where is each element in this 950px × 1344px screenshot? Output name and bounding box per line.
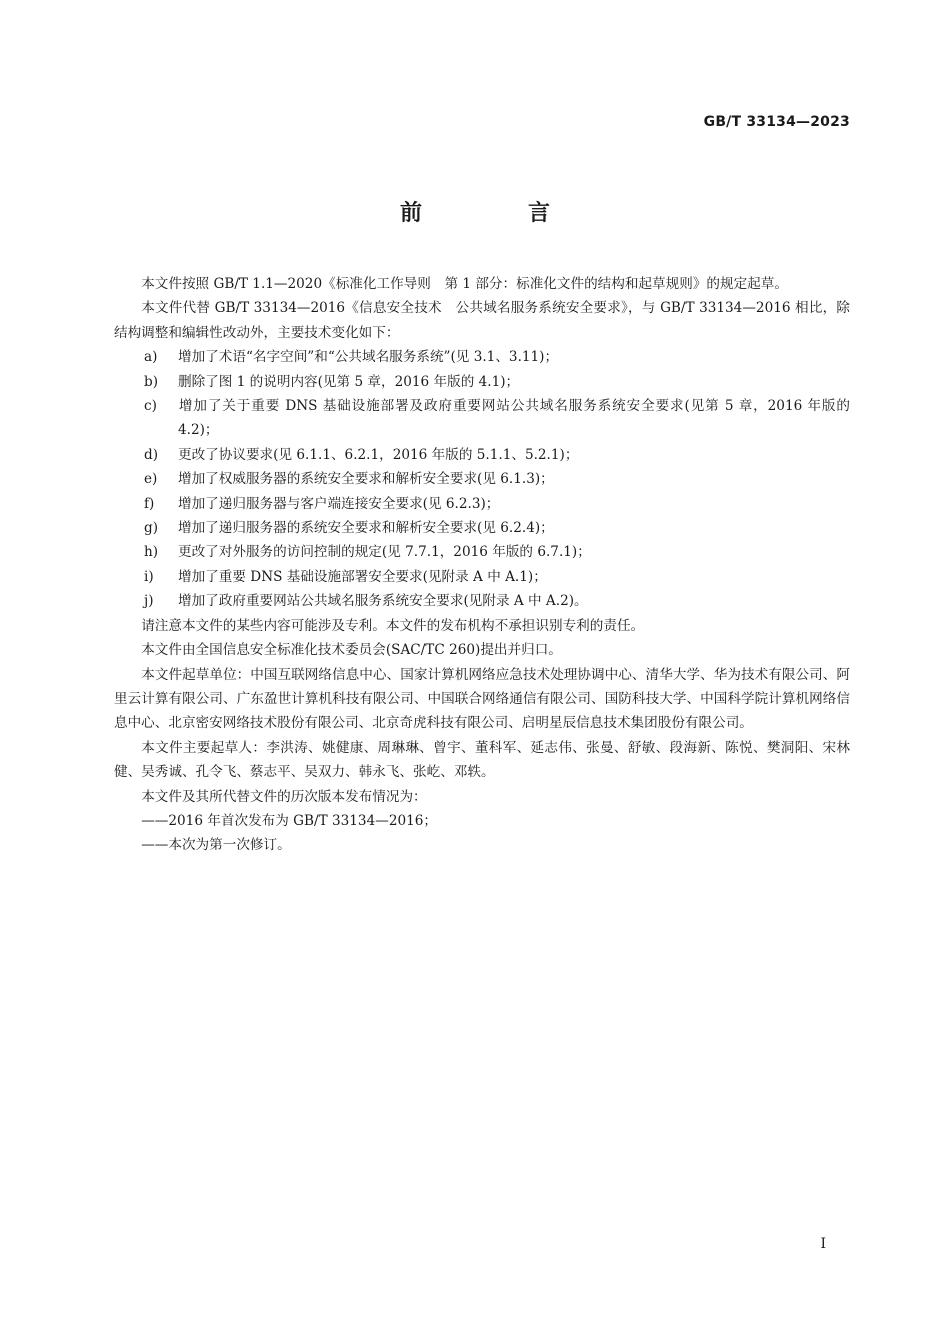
list-item [114,540,850,564]
list-text: 增加了递归服务器的系统安全要求和解析安全要求(见 6.2.4)； [178,520,554,537]
list-text: 删除了图 1 的说明内容(见第 5 章，2016 年版的 4.1)； [178,373,520,390]
list-text: 更改了对外服务的访问控制的规定(见 7.7.1，2016 年版的 6.7.1)； [178,544,591,561]
list-item [114,492,850,516]
list-marker: e) [144,471,158,488]
paragraph-proposer: 本文件由全国信息安全标准化技术委员会(SAC/TC 260)提出并归口。 [141,642,562,659]
list-marker: h) [144,544,159,561]
paragraph-drafters: 本文件主要起草人：李洪涛、姚健康、周琳琳、曾宇、董科军、延志伟、张曼、舒敏、段海新、陈悦、樊洞阳、宋林健、吴秀诚、孔令飞、蔡志平、吴双力、韩永飞、张屹、邓轶。 [114,739,850,781]
list-marker: g) [144,520,159,537]
paragraph-drafting-rules: 本文件按照 GB/T 1.1—2020《标准化工作导则 第 1 部分：标准化文件的结构和起草规则》的规定起草。 [141,276,788,292]
list-item [114,345,850,369]
list-marker: i) [144,568,154,585]
list-item [114,589,850,613]
page-number: Ⅰ [820,1236,826,1252]
list-item [114,516,850,540]
list-text: 增加了重要 DNS 基础设施部署安全要求(见附录 A 中 A.1)； [178,568,547,585]
list-marker: b) [144,373,159,390]
changes-list [114,345,850,613]
paragraph-history-intro: 本文件及其所代替文件的历次版本发布情况为： [141,788,427,805]
list-text: 增加了术语“名字空间”和“公共域名服务系统”(见 3.1、3.11)； [178,349,559,366]
list-marker: j) [144,593,154,610]
list-marker: c) [144,398,157,415]
list-item [114,467,850,491]
list-marker: a) [144,349,158,366]
standard-number: GB/T 33134—2023 [703,114,850,130]
list-item [114,565,850,589]
list-text: 增加了政府重要网站公共域名服务系统安全要求(见附录 A 中 A.2)。 [178,593,588,610]
history-item: ——2016 年首次发布为 GB/T 33134—2016； [141,812,438,829]
history-item: ——本次为第一次修订。 [141,837,291,854]
list-item [114,394,850,443]
paragraph-drafting-units: 本文件起草单位：中国互联网络信息中心、国家计算机网络应急技术处理协调中心、清华大学、华为技术有限公司、阿里云计算有限公司、广东盈世计算机科技有限公司、中国联合网络通信有限公司、国防科技大学、中国科学院计算机网络信息中心、北京密安网络技术股份有限公司、北京奇虎科技有限公司、启明星辰信息技术集团股份有限公司。 [114,666,850,732]
page-title: 前 言 [399,201,592,226]
list-item [114,443,850,467]
list-marker: d) [144,446,159,463]
paragraph-replaces: 本文件代替 GB/T 33134—2016《信息安全技术 公共域名服务系统安全要求》，与 GB/T 33134—2016 相比，除结构调整和编辑性改动外，主要技术变化如下： [114,300,850,341]
list-text: 增加了权威服务器的系统安全要求和解析安全要求(见 6.1.3)； [178,471,554,488]
list-marker: f) [144,495,155,512]
paragraph-patent-notice: 请注意本文件的某些内容可能涉及专利。本文件的发布机构不承担识别专利的责任。 [141,617,645,634]
list-text: 增加了递归服务器与客户端连接安全要求(见 6.2.3)； [178,495,500,512]
list-text: 更改了协议要求(见 6.1.1、6.2.1，2016 年版的 5.1.1、5.2.1)； [178,446,579,463]
history-list [114,809,850,858]
list-item [114,370,850,394]
list-text: 增加了关于重要 DNS 基础设施部署及政府重要网站公共域名服务系统安全要求(见第 5 章，2016 年版的 4.2)； [178,398,850,439]
foreword-body [114,272,850,858]
